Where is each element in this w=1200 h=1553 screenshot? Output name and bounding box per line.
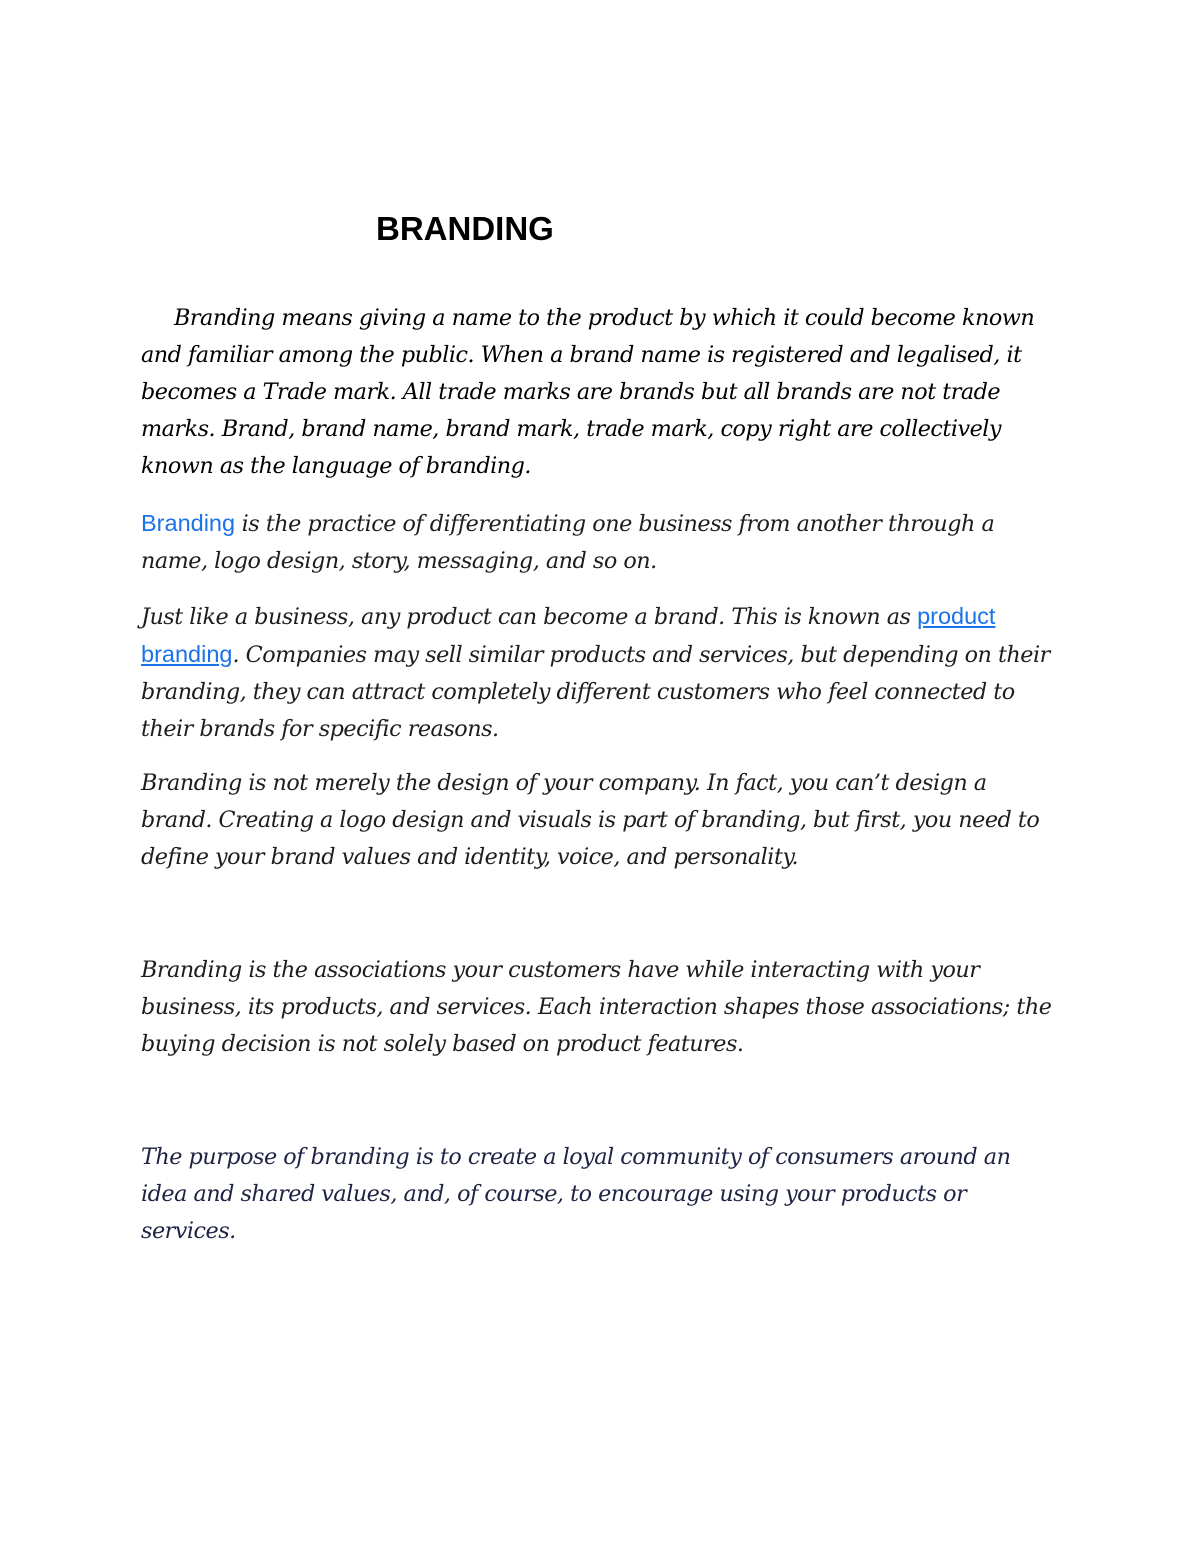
paragraph-purpose	[141, 1139, 1061, 1250]
paragraph-product-branding-intro: Just like a business, any product can become a brand. This is known as	[141, 604, 918, 630]
paragraph-design-text: Branding is not merely the design of your company. In fact, you can’t design a brand. Creating a logo design and visuals is part of branding, but first, you need to define your brand values and identity, voice, and personality.	[141, 770, 1040, 870]
paragraph-practice	[141, 505, 1061, 580]
page-title: BRANDING	[376, 210, 554, 247]
paragraph-associations-text: Branding is the associations your customers have while interacting with your business, its products, and services. Each interaction shapes those associations; the buying decision is not solely based on product features.	[141, 957, 1052, 1057]
paragraph-purpose-text: The purpose of branding is to create a loyal community of consumers around an idea and shared values, and, of course, to encourage using your products or services.	[141, 1144, 1011, 1244]
branding-term: Branding	[141, 510, 236, 536]
product-branding-link[interactable]: product branding	[141, 603, 996, 667]
paragraph-product-branding	[141, 598, 1061, 748]
paragraph-design	[141, 765, 1061, 876]
paragraph-definition	[141, 300, 1061, 485]
paragraph-product-branding-text: . Companies may sell similar products and services, but depending on their branding, they can attract completely different customers who feel connected to their brands for specific reasons.	[141, 642, 1050, 742]
paragraph-practice-text: is the practice of differentiating one business from another through a name, logo design, story, messaging, and so on.	[141, 511, 995, 574]
paragraph-associations	[141, 952, 1061, 1063]
paragraph-definition-text: Branding means giving a name to the product by which it could become known and familiar among the public. When a brand name is registered and legalised, it becomes a Trade mark. All trade marks are brands but all brands are not trade marks. Brand, brand name, brand mark, trade mark, copy right are collectively known as the language of branding.	[141, 305, 1035, 479]
